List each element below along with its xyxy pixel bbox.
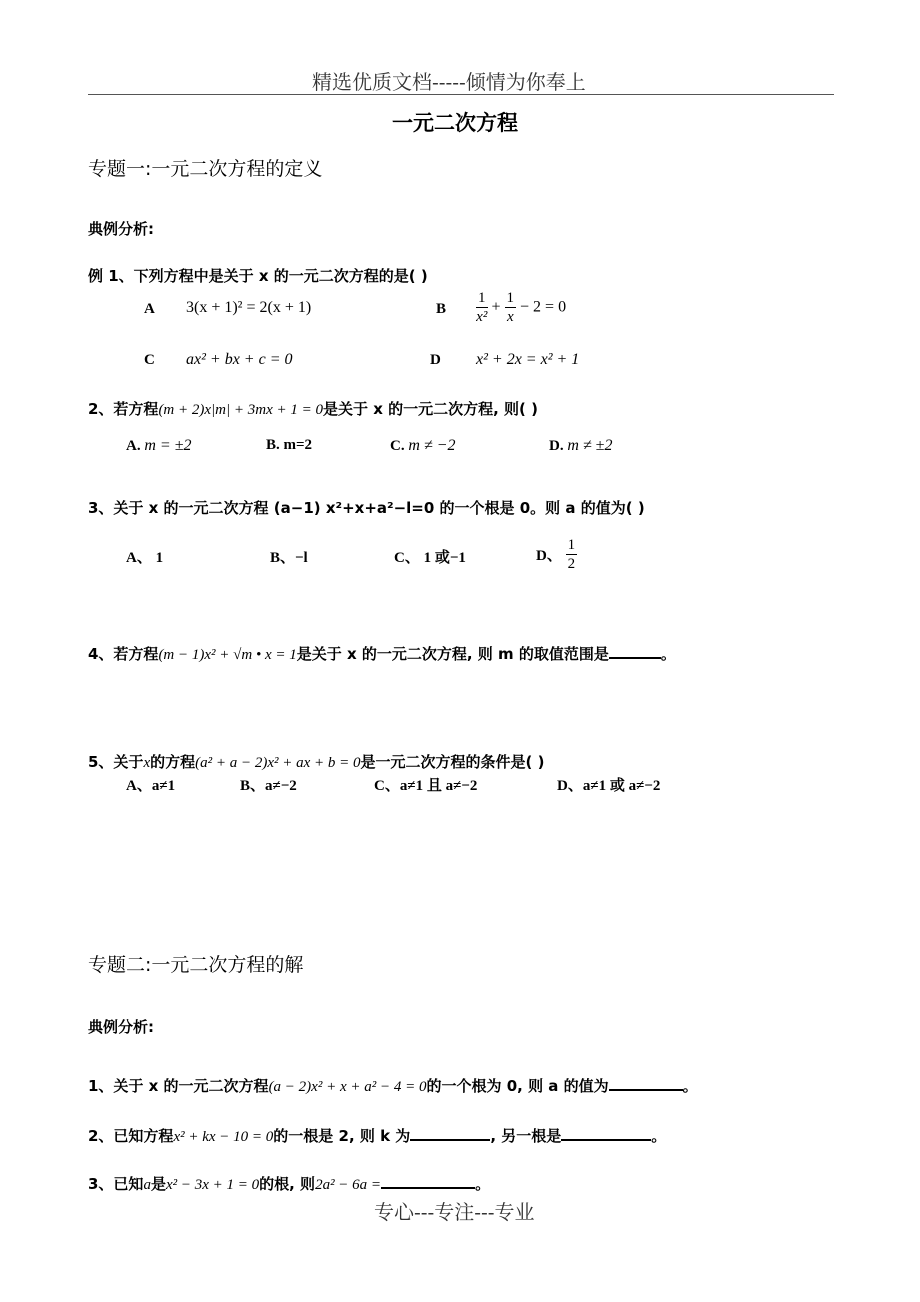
q3-option-d: D、 $\frac{1}{2}$	[536, 537, 576, 572]
q3-option-c: C、 1 或−1	[394, 550, 466, 566]
q2-option-b: B. m=2	[266, 437, 313, 453]
q1-option-b-label: B	[436, 301, 447, 317]
q3-option-a: A、 1	[126, 550, 164, 566]
q1-option-a-expr: 3(x + 1)² = 2(x + 1)	[186, 299, 312, 316]
t2-q1-expr: (a − 2)x² + x + a² − 4 = 0	[268, 1079, 427, 1095]
q5-option-d: D、a≠1 或 a≠−2	[557, 778, 661, 794]
q4-answer-blank[interactable]	[609, 643, 661, 659]
q5-stem: 5、关于x的方程(a² + a − 2)x² + ax + b = 0是一元二次方程的条件是( )	[88, 753, 545, 771]
t2-q2-k-blank[interactable]	[410, 1125, 490, 1141]
q1-option-c-label: C	[144, 352, 155, 368]
q2-stem	[88, 398, 538, 419]
q1-option-c-expr: ax² + bx + c = 0	[186, 351, 293, 368]
topic2-heading: 专题二:一元二次方程的解	[88, 954, 304, 976]
page-footer: 专心---专注---专业	[374, 1200, 535, 1224]
q2-post: 是关于 x 的一元二次方程, 则( )	[322, 400, 538, 418]
t2-q2-root-blank[interactable]	[561, 1125, 651, 1141]
t2-q3-expr2: 2a² − 6a =	[315, 1177, 382, 1193]
q1-option-b-expr	[476, 289, 566, 326]
q2-expr: (m + 2)x|m| + 3mx + 1 = 0	[158, 402, 323, 418]
q2-option-d: D. m ≠ ±2	[549, 437, 613, 454]
topic1-heading: 专题一:一元二次方程的定义	[88, 158, 323, 180]
q1-option-d-label: D	[430, 352, 441, 368]
q1-b-tail: − 2 = 0	[520, 298, 567, 316]
q3-d-fraction: $\frac{1}{2}$	[567, 537, 576, 572]
t2-q3-expr: x² − 3x + 1 = 0	[165, 1177, 260, 1193]
q2-option-a: A. m = ±2	[126, 437, 192, 454]
q1-option-a-label: A	[144, 301, 155, 317]
q1-stem: 例 1、下列方程中是关于 x 的一元二次方程的是( )	[88, 267, 428, 285]
header-rule	[88, 94, 834, 95]
page-header: 精选优质文档-----倾情为你奉上	[312, 70, 586, 94]
t2-q1-answer-blank[interactable]	[609, 1075, 683, 1091]
q4-stem: 4、若方程(m − 1)x² + √m • x = 1是关于 x 的一元二次方程, 则 m 的取值范围是 。	[88, 645, 676, 663]
page-title: 一元二次方程	[392, 111, 518, 135]
q1-b-frac2: $\frac{1}{x}$	[506, 290, 515, 325]
q5-option-c: C、a≠1 且 a≠−2	[374, 778, 478, 794]
q1-option-d-expr: x² + 2x = x² + 1	[476, 351, 580, 368]
q2-option-c: C. m ≠ −2	[390, 437, 456, 454]
t2-q2-expr: x² + kx − 10 = 0	[173, 1129, 274, 1145]
q4-expr: (m − 1)x² + √m • x = 1	[158, 647, 297, 663]
q2-pre: 2、若方程	[88, 400, 159, 418]
q3-option-b: B、−l	[270, 550, 308, 566]
q5-option-a: A、a≠1	[126, 778, 176, 794]
t2-q3-stem: 3、已知a是x² − 3x + 1 = 0的根, 则2a² − 6a = 。	[88, 1175, 491, 1193]
q3-stem: 3、关于 x 的一元二次方程 (a−1) x²+x+a²−l=0 的一个根是 0。则 a 的值为( )	[88, 499, 645, 517]
topic2-subheading: 典例分析:	[88, 1018, 154, 1036]
q1-b-plus: +	[491, 298, 501, 316]
q5-expr: (a² + a − 2)x² + ax + b = 0	[195, 755, 361, 771]
q1-b-frac1: $\frac{1}{\text{x²}}$	[476, 290, 488, 325]
t2-q2-stem: 2、已知方程x² + kx − 10 = 0的一根是 2, 则 k 为 , 另一根是 。	[88, 1127, 667, 1145]
t2-q1-stem: 1、关于 x 的一元二次方程(a − 2)x² + x + a² − 4 = 0的一个根为 0, 则 a 的值为 。	[88, 1077, 698, 1095]
topic1-subheading: 典例分析:	[88, 220, 154, 238]
t2-q3-answer-blank[interactable]	[381, 1173, 475, 1189]
q5-option-b: B、a≠−2	[240, 778, 297, 794]
